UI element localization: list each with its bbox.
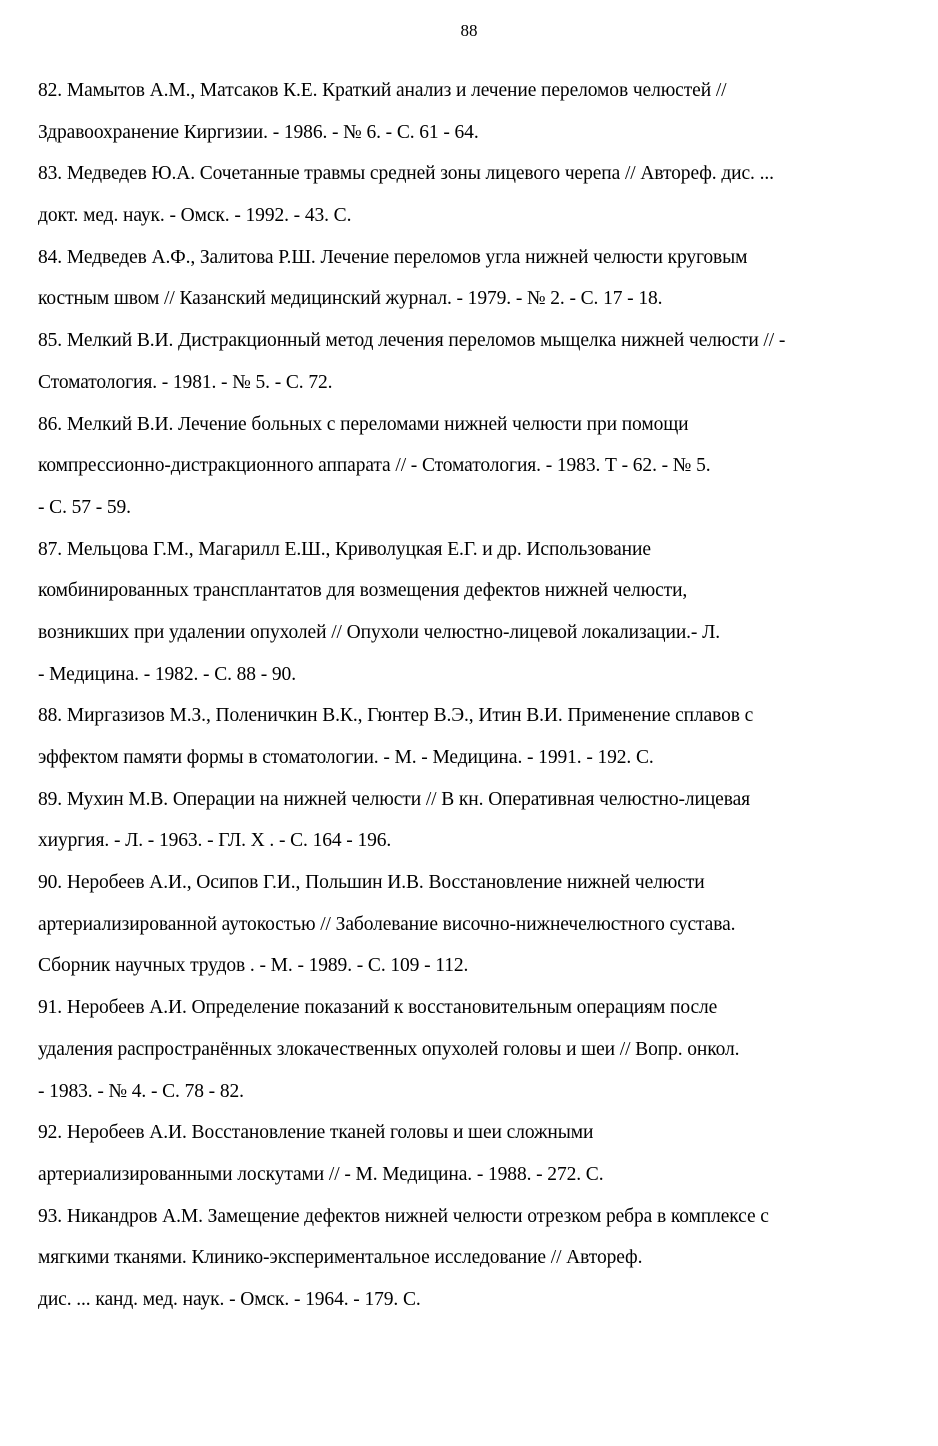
reference-line: хиургия. - Л. - 1963. - ГЛ. Х . - С. 164 - 196.: [38, 830, 392, 852]
reference-line: костным швом // Казанский медицинский журнал. - 1979. - № 2. - С. 17 - 18.: [38, 288, 663, 310]
reference-entry-89: [38, 779, 908, 862]
reference-line: удаления распространённых злокачественных опухолей головы и шеи // Вопр. онкол.: [38, 1038, 740, 1060]
reference-line: 87. Мельцова Г.М., Магарилл Е.Ш., Криволуцкая Е.Г. и др. Использование: [38, 538, 651, 560]
reference-line: - Медицина. - 1982. - С. 88 - 90.: [38, 663, 296, 685]
reference-line: компрессионно-дистракционного аппарата // - Стоматология. - 1983. Т - 62. - № 5.: [38, 455, 711, 477]
reference-line: Сборник научных трудов . - М. - 1989. - С. 109 - 112.: [38, 955, 469, 977]
reference-line: 89. Мухин М.В. Операции на нижней челюсти // В кн. Оперативная челюстно-лицевая: [38, 788, 751, 810]
reference-line: 90. Неробеев А.И., Осипов Г.И., Польшин И.В. Восстановление нижней челюсти: [38, 872, 705, 894]
reference-line: 86. Мелкий В.И. Лечение больных с переломами нижней челюсти при помощи: [38, 413, 689, 435]
reference-line: - С. 57 - 59.: [38, 496, 131, 518]
reference-entry-85: [38, 320, 908, 403]
reference-entry-86: [38, 404, 908, 529]
reference-line: 82. Мамытов А.М., Матсаков К.Е. Краткий анализ и лечение переломов челюстей //: [38, 80, 727, 101]
reference-line: дис. ... канд. мед. наук. - Омск. - 1964. - 179. С.: [38, 1288, 421, 1310]
reference-line: 91. Неробеев А.И. Определение показаний к восстановительным операциям после: [38, 997, 718, 1019]
reference-line: комбинированных трансплантатов для возмещения дефектов нижней челюсти,: [38, 580, 688, 602]
reference-entry-91: [38, 987, 908, 1112]
reference-line: 93. Никандров А.М. Замещение дефектов нижней челюсти отрезком ребра в комплексе с: [38, 1205, 769, 1227]
reference-line: возникших при удалении опухолей // Опухоли челюстно-лицевой локализации.- Л.: [38, 621, 721, 643]
reference-line: артериализированной аутокостью // Заболевание височно-нижнечелюстного сустава.: [38, 913, 736, 935]
reference-line: эффектом памяти формы в стоматологии. - М. - Медицина. - 1991. - 192. С.: [38, 747, 654, 768]
reference-entry-88: [38, 695, 908, 778]
reference-line: 92. Неробеев А.И. Восстановление тканей головы и шеи сложными: [38, 1122, 594, 1144]
reference-line: артериализированными лоскутами // - М. Медицина. - 1988. - 272. С.: [38, 1163, 604, 1185]
reference-entry-90: [38, 862, 908, 987]
page-number: 88: [460, 21, 478, 40]
reference-list: [38, 70, 908, 1321]
reference-line: Стоматология. - 1981. - № 5. - С. 72.: [38, 371, 333, 393]
reference-entry-92: [38, 1112, 908, 1195]
reference-line: - 1983. - № 4. - С. 78 - 82.: [38, 1080, 244, 1102]
reference-line: докт. мед. наук. - Омск. - 1992. - 43. С.: [38, 205, 352, 227]
reference-entry-83: [38, 153, 908, 236]
reference-entry-82: [38, 70, 908, 153]
reference-entry-87: [38, 529, 908, 696]
reference-line: 85. Мелкий В.И. Дистракционный метод лечения переломов мыщелка нижней челюсти // -: [38, 330, 786, 352]
reference-line: 83. Медведев Ю.А. Сочетанные травмы средней зоны лицевого черепа // Автореф. дис. ...: [38, 163, 774, 185]
reference-line: мягкими тканями. Клинико-экспериментальное исследование // Автореф.: [38, 1247, 643, 1269]
reference-line: 84. Медведев А.Ф., Залитова Р.Ш. Лечение переломов угла нижней челюсти круговым: [38, 246, 748, 268]
reference-entry-84: [38, 237, 908, 320]
reference-entry-93: [38, 1196, 908, 1321]
reference-line: 88. Миргазизов М.З., Поленичкин В.К., Гюнтер В.Э., Итин В.И. Применение сплавов с: [38, 705, 754, 727]
reference-line: Здравоохранение Киргизии. - 1986. - № 6. - С. 61 - 64.: [38, 121, 479, 143]
